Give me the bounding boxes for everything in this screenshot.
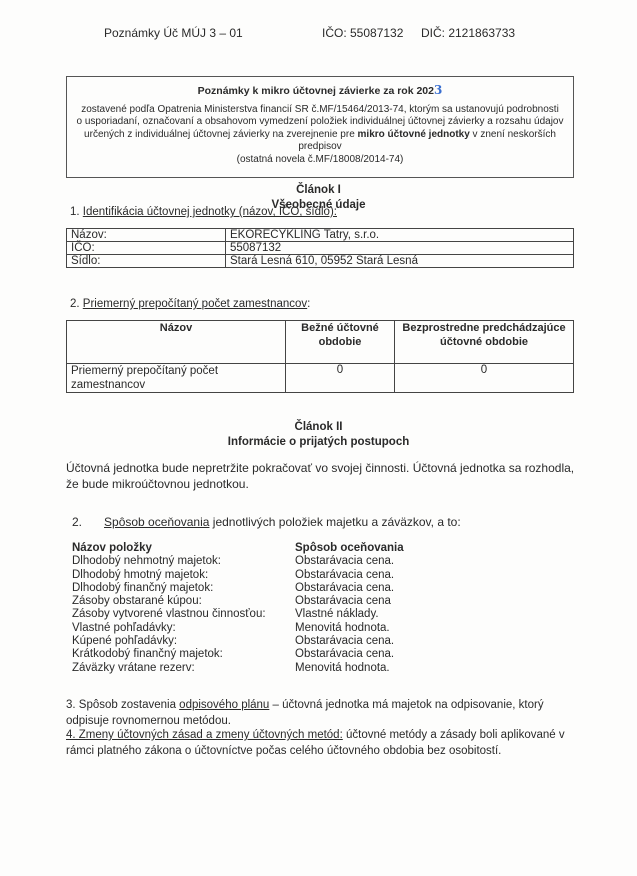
underlined: odpisového plánu (179, 699, 270, 711)
num: 1. (70, 206, 83, 218)
list-item (72, 662, 404, 675)
cell: 0 (395, 364, 574, 393)
item-method: Vlastné náklady. (295, 608, 379, 621)
item-method: Obstarávacia cena. (295, 581, 395, 594)
colon: : (307, 298, 311, 310)
title-text: Poznámky k mikro účtovnej závierke za rok 202 (197, 85, 434, 97)
intro-line: zostavené podľa Opatrenia Ministerstva financií SR č.MF/15464/2013-74, ktorým sa ustanovujú podrobnosti (81, 103, 559, 115)
item-name: Vlastné pohľadávky: (72, 621, 176, 634)
item-method: Menovitá hodnota. (295, 621, 390, 634)
cell: Priemerný prepočítaný počet zamestnancov (67, 364, 286, 393)
header-ico: IČO: 55087132 (322, 26, 404, 40)
intro-box (66, 76, 574, 178)
continuity-paragraph: Účtovná jednotka bude nepretržite pokračovať vo svojej činnosti. Účtovná jednotka sa rozhodla, že bude mikroúčtovnou jednotkou. (66, 461, 575, 491)
list-item (72, 622, 404, 635)
num: 2. (72, 515, 83, 529)
table-header-row (67, 321, 574, 364)
cell-key: Názov: (67, 229, 226, 242)
cell-value: 55087132 (226, 242, 574, 255)
item3-paragraph (66, 697, 571, 729)
label: Identifikácia účtovnej jednotky (názov, IČO, sídlo): (82, 206, 337, 218)
header-dic: DIČ: 2121863733 (421, 26, 516, 40)
list-item (72, 595, 404, 608)
item4-paragraph (66, 727, 571, 759)
text: v znení neskorších predpisov (298, 128, 556, 152)
article-subtitle: Informácie o prijatých postupoch (227, 436, 410, 448)
valuation-list (72, 542, 404, 675)
text: – účtovná jednotka má majetok na odpisovanie, ktorý odpisuje rovnomernou metódou. (66, 699, 544, 727)
identification-table (66, 228, 574, 268)
item-name: Záväzky vrátane rezerv: (72, 661, 195, 674)
list-header (72, 542, 404, 555)
underlined: 4. Zmeny účtovných zásad a zmeny účtovných metód: (66, 729, 343, 741)
item-name: Zásoby obstarané kúpou: (72, 595, 202, 608)
intro-line (67, 129, 573, 154)
section2-label (70, 298, 310, 310)
list-items (72, 555, 404, 675)
text: 3. Spôsob zostavenia (66, 699, 180, 711)
list-item (72, 635, 404, 648)
item-method: Obstarávacia cena. (295, 648, 395, 661)
handwritten-year-digit: 3 (434, 83, 443, 97)
num: 2. (70, 298, 83, 310)
list-item (72, 582, 404, 595)
table-row (67, 229, 574, 242)
header-cell: Bežné účtovné obdobie (286, 321, 395, 364)
intro-line: (ostatná novela č.MF/18008/2014-74) (236, 153, 404, 165)
list-item (72, 648, 404, 661)
item-name: Zásoby vytvorené vlastnou činnosťou: (72, 608, 266, 621)
label: Priemerný prepočítaný počet zamestnancov (82, 298, 308, 310)
list-item (72, 555, 404, 568)
article-title: Článok I (296, 184, 341, 196)
intro-line: o usporiadaní, označovaní a obsahovom vymedzení položiek individuálnej účtovnej závierky a rozsahu údajov (76, 116, 564, 127)
header-cell: Bezprostredne predchádzajúce účtovné obdobie (395, 321, 574, 364)
cell-key: Sídlo: (67, 255, 226, 268)
list-item (72, 608, 404, 621)
employees-table (66, 320, 574, 393)
item-method: Menovitá hodnota. (295, 661, 390, 674)
item-name: Dlhodobý finančný majetok: (72, 581, 214, 594)
cell-key: IČO: (67, 242, 226, 255)
article-subtitle: Všeobecné údaje (271, 199, 366, 211)
item-name: Dlhodobý hmotný majetok: (72, 568, 209, 581)
col2: Spôsob oceňovania (295, 542, 404, 554)
text: jednotlivých položiek majetku a záväzkov, a to: (209, 515, 461, 529)
table-row (67, 242, 574, 255)
header-cell: Názov (67, 321, 286, 364)
item-method: Obstarávacia cena. (295, 635, 395, 648)
label: Spôsob oceňovania (104, 515, 210, 529)
cell-value: Stará Lesná 610, 05952 Stará Lesná (226, 255, 574, 268)
list-item (72, 569, 404, 582)
article2-heading (0, 420, 637, 450)
notes-title (67, 84, 573, 98)
item-method: Obstarávacia cena. (295, 568, 395, 581)
text: určených z individuálnej účtovnej závierky na zverejnenie pre (84, 128, 358, 140)
text: účtovné metódy a zásady boli aplikované v rámci platného zákona o účtovníctve počas celého účtovného obdobia bez osobitostí. (66, 729, 565, 757)
valuation-heading (72, 515, 461, 529)
header-form-code: Poznámky Úč MÚJ 3 – 01 (104, 26, 243, 40)
bold-text: mikro účtovné jednotky (357, 128, 470, 140)
table-row (67, 255, 574, 268)
item-name: Krátkodobý finančný majetok: (72, 648, 223, 661)
article-title: Článok II (294, 421, 343, 433)
item-name: Kúpené pohľadávky: (72, 635, 178, 648)
cell: 0 (286, 364, 395, 393)
cell-value: EKORECYKLING Tatry, s.r.o. (226, 229, 574, 242)
table-row (67, 364, 574, 393)
section1-label (70, 206, 337, 218)
item-name: Dlhodobý nehmotný majetok: (72, 555, 221, 568)
item-method: Obstarávacia cena. (295, 555, 395, 568)
col1: Názov položky (72, 542, 152, 554)
item-method: Obstarávacia cena (295, 595, 391, 608)
